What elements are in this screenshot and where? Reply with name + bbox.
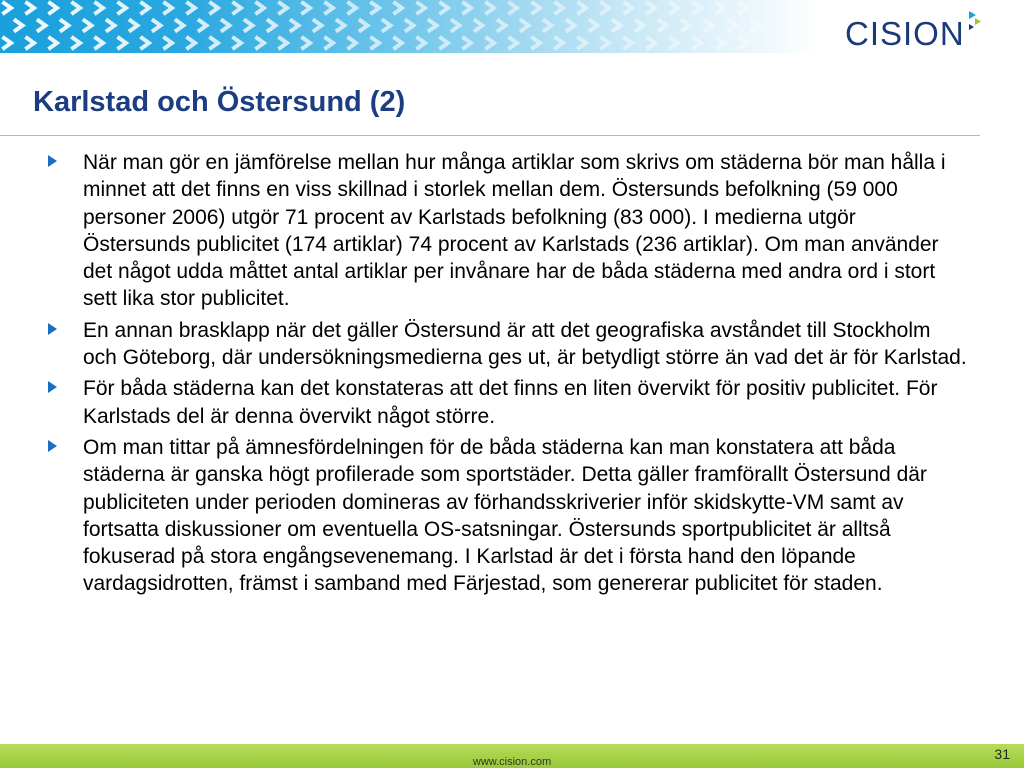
chevron-mark (648, 38, 655, 48)
chevron-mark (556, 3, 563, 13)
bullet-arrow-icon (48, 323, 57, 335)
chevron-mark (752, 21, 759, 31)
chevron-mark (591, 21, 598, 31)
chevron-mark (671, 38, 678, 48)
chevron-mark (510, 38, 517, 48)
bullet-item-3 (48, 375, 968, 430)
title-divider (0, 135, 980, 136)
chevron-mark (556, 38, 563, 48)
chevron-mark (430, 21, 437, 31)
chevron-mark (326, 38, 333, 48)
chevron-mark (349, 3, 356, 13)
chevron-mark (292, 21, 299, 31)
chevron-mark (637, 21, 644, 31)
bullet-text-2: En annan brasklapp när det gäller Östersund är att det geografiska avståndet till Stockholm och Göteborg, där undersökningsmedierna ges ut, är betydligt större än vad det är för Karlstad. (83, 318, 967, 370)
chevron-mark (96, 38, 103, 48)
bullet-item-4 (48, 434, 968, 598)
chevron-mark (50, 38, 57, 48)
bullet-arrow-icon (48, 155, 57, 167)
chevron-mark (280, 3, 287, 13)
chevron-mark (73, 38, 80, 48)
bullet-item-2 (48, 317, 968, 372)
bullet-text-4: Om man tittar på ämnesfördelningen för de båda städerna kan man konstatera att båda städerna är ganska högt profilerade som sportstäder. Detta gäller framförallt Östersund där publiciteten under perioden domineras av förhandsskriverier inför skidskytte-VM samt av fortsatta diskussioner om eventuella OS-satsningar. Östersunds sportpublicitet är alltså fokuserad på stora engångsevenemang. I Karlstad är det i första hand den löpande vardagsidrotten, främst i samband med Färjestad, som genererar publicitet för staden. (83, 435, 927, 596)
chevron-mark (740, 3, 747, 13)
chevron-mark (683, 21, 690, 31)
chevron-mark (326, 3, 333, 13)
chevron-mark (234, 38, 241, 48)
chevron-mark (660, 21, 667, 31)
chevron-mark (729, 21, 736, 31)
chevron-mark (568, 21, 575, 31)
chevron-mark (73, 3, 80, 13)
chevron-mark (384, 21, 391, 31)
chevron-mark (85, 21, 92, 31)
chevron-mark (27, 38, 34, 48)
chevron-mark (16, 21, 23, 31)
chevron-mark (395, 3, 402, 13)
chevron-mark (119, 3, 126, 13)
page-number: 31 (994, 746, 1010, 762)
chevron-mark (487, 3, 494, 13)
chevron-mark (165, 38, 172, 48)
chevron-mark (706, 21, 713, 31)
chevron-mark (4, 38, 11, 48)
chevron-mark (740, 38, 747, 48)
chevron-mark (280, 38, 287, 48)
chevron-mark (257, 38, 264, 48)
chevron-mark (200, 21, 207, 31)
chevron-mark (602, 38, 609, 48)
chevron-mark (533, 38, 540, 48)
chevron-mark (602, 3, 609, 13)
chevron-mark (441, 38, 448, 48)
chevron-mark (499, 21, 506, 31)
chevron-mark (694, 3, 701, 13)
chevron-mark (108, 21, 115, 31)
bullet-arrow-icon (48, 440, 57, 452)
bullet-item-1 (48, 149, 968, 313)
chevron-mark (614, 21, 621, 31)
chevron-mark (62, 21, 69, 31)
chevron-mark (338, 21, 345, 31)
chevron-mark (154, 21, 161, 31)
chevron-mark (510, 3, 517, 13)
chevron-mark (361, 21, 368, 31)
chevron-mark (418, 3, 425, 13)
chevron-mark (131, 21, 138, 31)
chevron-mark (464, 38, 471, 48)
chevron-mark (522, 21, 529, 31)
chevron-mark (188, 3, 195, 13)
chevron-mark (579, 38, 586, 48)
chevron-mark (142, 3, 149, 13)
chevron-mark (177, 21, 184, 31)
chevron-mark (625, 3, 632, 13)
chevron-mark (142, 38, 149, 48)
slide-title: Karlstad och Östersund (2) (33, 86, 406, 118)
chevron-mark (694, 38, 701, 48)
chevron-mark (211, 3, 218, 13)
footer-url[interactable]: www.cision.com (472, 756, 552, 768)
chevron-mark (453, 21, 460, 31)
bullet-text-3: För båda städerna kan det konstateras att det finns en liten övervikt för positiv publicitet. För Karlstads del är denna övervikt något större. (83, 377, 938, 428)
chevron-mark (372, 3, 379, 13)
chevron-mark (418, 38, 425, 48)
cision-triangle-icon (967, 10, 983, 32)
chevron-mark (211, 38, 218, 48)
chevron-mark (27, 3, 34, 13)
chevron-mark (234, 3, 241, 13)
chevron-mark (625, 38, 632, 48)
chevron-mark (96, 3, 103, 13)
chevron-mark (441, 3, 448, 13)
chevron-mark (119, 38, 126, 48)
bullet-text-1: När man gör en jämförelse mellan hur många artiklar som skrivs om städerna bör man hålla i minnet att det finns en viss skillnad i storlek mellan dem. Östersunds befolkning (59 000 personer 2006) utgör 71 procent av Karlstads befolkning (83 000). I medierna utgör Östersunds publicitet (174 artiklar) 74 procent av Karlstads (236 artiklar). Om man använder det något udda måttet antal artiklar per invånare har de båda städerna med andra ord i stort sett lika stor publicitet. (83, 151, 946, 311)
chevron-mark (476, 21, 483, 31)
chevron-mark (464, 3, 471, 13)
chevron-mark (671, 3, 678, 13)
chevron-mark (717, 38, 724, 48)
chevron-mark (487, 38, 494, 48)
chevron-mark (648, 3, 655, 13)
chevron-mark (4, 3, 11, 13)
chevron-mark (372, 38, 379, 48)
chevron-mark (579, 3, 586, 13)
chevron-mark (165, 3, 172, 13)
chevron-mark (269, 21, 276, 31)
chevron-mark (545, 21, 552, 31)
logo-text: CISION (845, 15, 965, 52)
chevron-mark (303, 38, 310, 48)
chevron-mark (717, 3, 724, 13)
chevron-mark (223, 21, 230, 31)
chevron-mark (395, 38, 402, 48)
cision-logo (845, 14, 983, 54)
chevron-mark (39, 21, 46, 31)
chevron-mark (303, 3, 310, 13)
chevron-mark (188, 38, 195, 48)
chevron-mark (349, 38, 356, 48)
bullet-arrow-icon (48, 381, 57, 393)
bullet-list (48, 149, 968, 602)
chevron-mark (315, 21, 322, 31)
chevron-mark (246, 21, 253, 31)
chevron-mark (50, 3, 57, 13)
chevron-mark (407, 21, 414, 31)
chevron-mark (257, 3, 264, 13)
chevron-mark (533, 3, 540, 13)
